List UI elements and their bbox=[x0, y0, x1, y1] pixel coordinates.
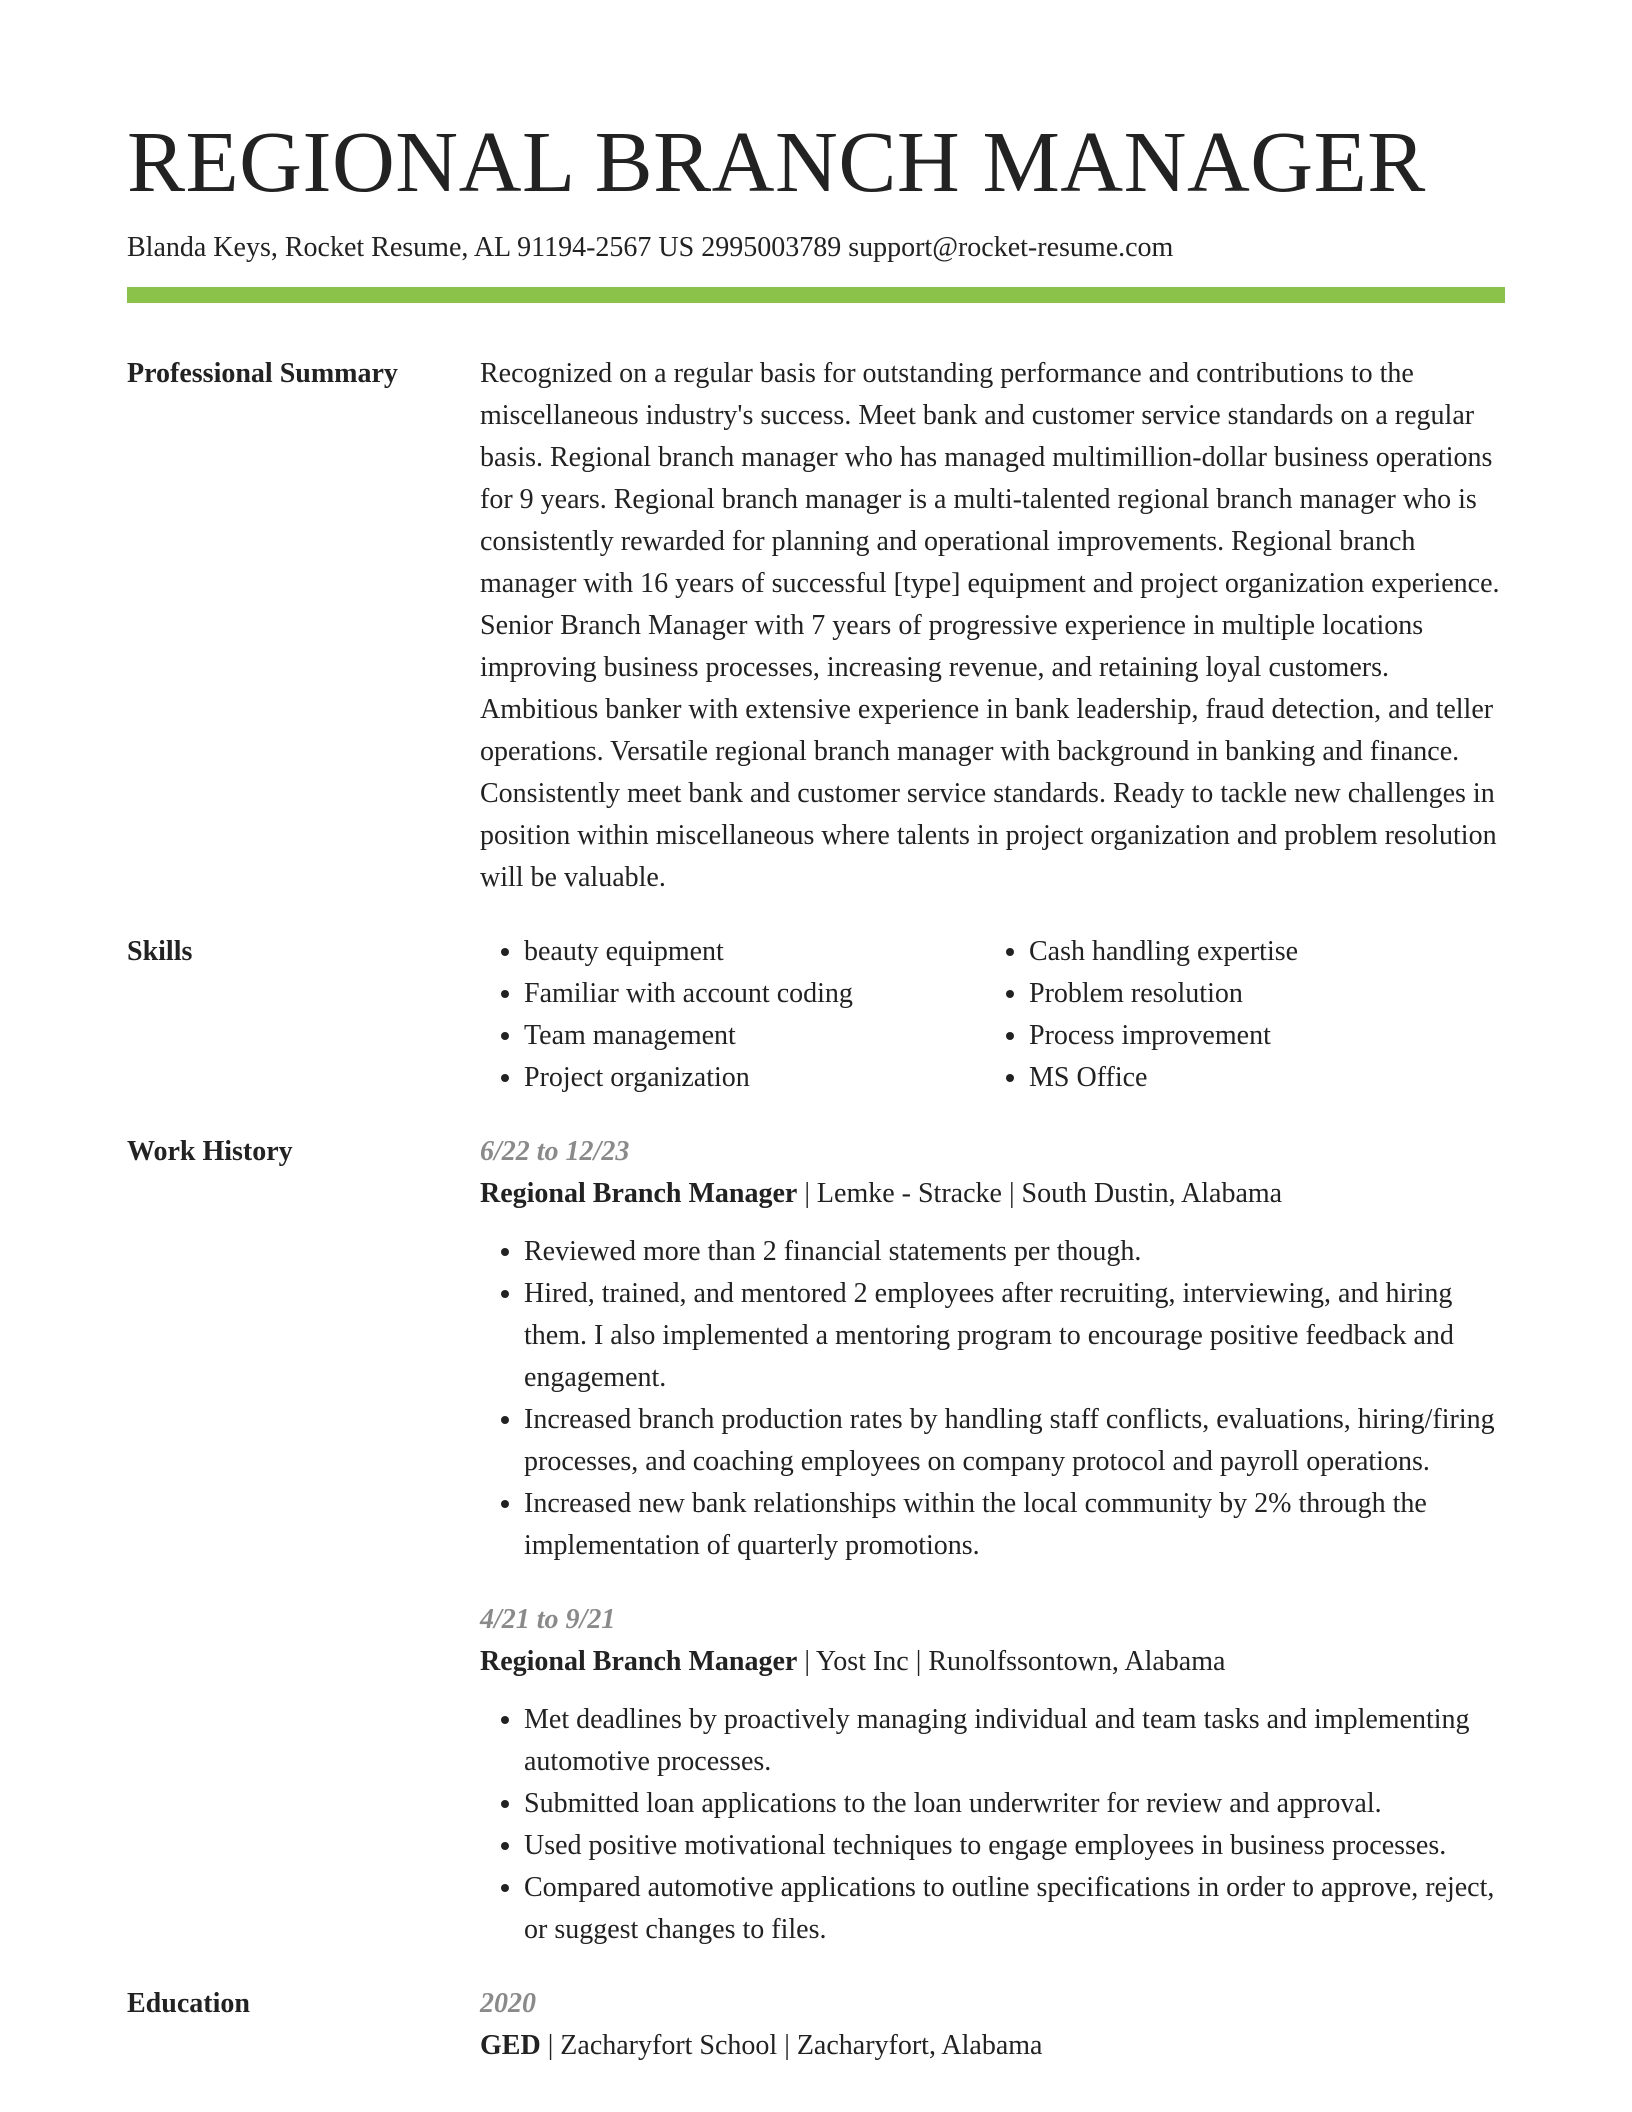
job-bullet: • Submitted loan applications to the loan underwriter for review and approval. bbox=[524, 1783, 1505, 1825]
skill-item: • Familiar with account coding bbox=[524, 973, 985, 1015]
job-bullet: • Used positive motivational techniques to engage employees in business processes. bbox=[524, 1825, 1505, 1867]
job-details: | Yost Inc | Runolfssontown, Alabama bbox=[797, 1645, 1226, 1677]
skill-item: • Team management bbox=[524, 1015, 985, 1057]
job-details: | Lemke - Stracke | South Dustin, Alabama bbox=[797, 1177, 1283, 1209]
job-role: Regional Branch Manager bbox=[480, 1177, 798, 1209]
skills-body bbox=[480, 931, 1505, 1099]
education-body bbox=[480, 1983, 1505, 2067]
skill-item: • MS Office bbox=[1029, 1057, 1505, 1099]
job-bullet: • Hired, trained, and mentored 2 employees after recruiting, interviewing, and hiring them. I also implemented a mentoring program to encourage positive feedback and engagement. bbox=[524, 1273, 1505, 1399]
skill-item: • Project organization bbox=[524, 1057, 985, 1099]
job-heading bbox=[480, 1173, 1505, 1215]
education-section bbox=[127, 1983, 1505, 2067]
summary-section bbox=[127, 353, 1505, 899]
job-heading bbox=[480, 1641, 1505, 1683]
education-degree: GED bbox=[480, 2029, 541, 2061]
education-details: | Zacharyfort School | Zacharyfort, Alabama bbox=[540, 2029, 1043, 2061]
job-dates: 4/21 to 9/21 bbox=[480, 1603, 616, 1635]
job-role: Regional Branch Manager bbox=[480, 1645, 798, 1677]
header-divider bbox=[127, 287, 1505, 303]
skill-item: • Process improvement bbox=[1029, 1015, 1505, 1057]
job-bullet: • Increased new bank relationships within the local community by 2% through the implementation of quarterly promotions. bbox=[524, 1483, 1505, 1567]
section-label-skills: Skills bbox=[127, 935, 193, 967]
education-heading bbox=[480, 2025, 1505, 2067]
job-bullet: • Reviewed more than 2 financial statements per though. bbox=[524, 1231, 1505, 1273]
job-bullet: • Compared automotive applications to outline specifications in order to approve, reject, or suggest changes to files. bbox=[524, 1867, 1505, 1951]
section-label-summary: Professional Summary bbox=[127, 357, 398, 389]
skill-item: • beauty equipment bbox=[524, 931, 985, 973]
job-entry bbox=[480, 1131, 1505, 1567]
job-entry bbox=[480, 1599, 1505, 1951]
section-label-work: Work History bbox=[127, 1135, 293, 1167]
work-history-body bbox=[480, 1131, 1505, 1951]
contact-info: Blanda Keys, Rocket Resume, AL 91194-2567 US 2995003789 support@rocket-resume.com bbox=[127, 232, 1174, 263]
job-bullets bbox=[480, 1231, 1505, 1567]
job-dates: 6/22 to 12/23 bbox=[480, 1135, 630, 1167]
skills-list-left bbox=[480, 931, 985, 1099]
skills-section bbox=[127, 931, 1505, 1099]
skills-list-right bbox=[985, 931, 1505, 1099]
section-label-education: Education bbox=[127, 1987, 250, 2019]
summary-text: Recognized on a regular basis for outstanding performance and contributions to the miscellaneous industry's success. Meet bank and customer service standards on a regular basis. Regional branch manager who has managed multimillion-dollar business operations for 9 years. Regional branch manager is a multi-talented regional branch manager who is consistently rewarded for planning and operational improvements. Regional branch manager with 16 years of successful [type] equipment and project organization experience. Senior Branch Manager with 7 years of progressive experience in multiple locations improving business processes, increasing revenue, and retaining loyal customers. Ambitious banker with extensive experience in bank leadership, fraud detection, and teller operations. Versatile regional branch manager with background in banking and finance. Consistently meet bank and customer service standards. Ready to tackle new challenges in position within miscellaneous where talents in project organization and problem resolution will be valuable. bbox=[480, 357, 1500, 893]
job-bullet: • Increased branch production rates by handling staff conflicts, evaluations, hiring/firing processes, and coaching employees on company protocol and payroll operations. bbox=[524, 1399, 1505, 1483]
skill-item: • Problem resolution bbox=[1029, 973, 1505, 1015]
job-bullets bbox=[480, 1699, 1505, 1951]
education-year: 2020 bbox=[480, 1987, 536, 2019]
job-bullet: • Met deadlines by proactively managing individual and team tasks and implementing automotive processes. bbox=[524, 1699, 1505, 1783]
page-title: REGIONAL BRANCH MANAGER bbox=[127, 113, 1426, 210]
skills-grid bbox=[480, 931, 1505, 1099]
skill-item: • Cash handling expertise bbox=[1029, 931, 1505, 973]
work-history-section bbox=[127, 1131, 1505, 1951]
